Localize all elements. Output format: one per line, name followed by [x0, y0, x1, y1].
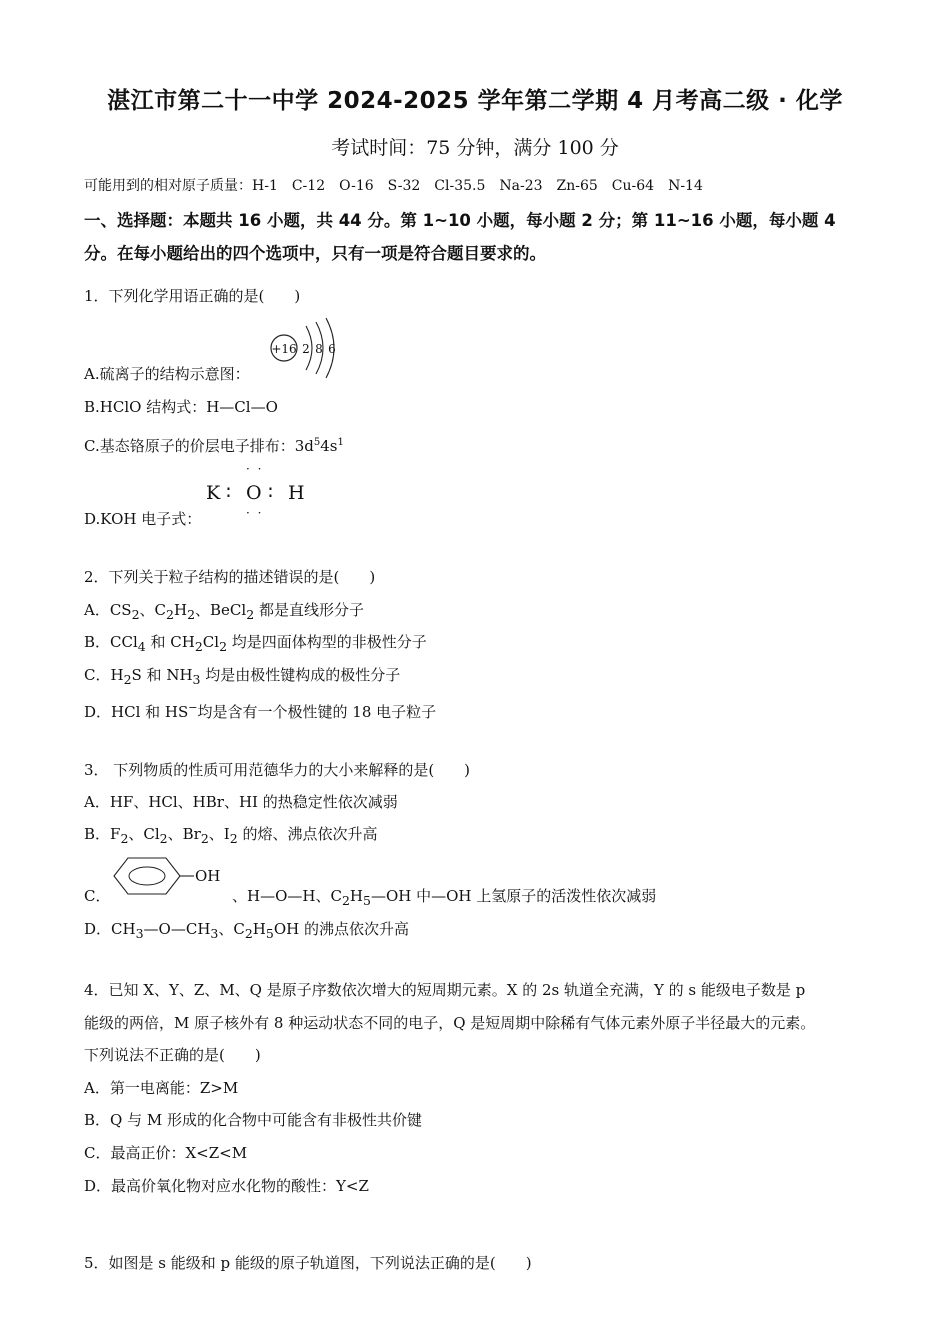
q4-option-d: D．最高价氧化物对应水化物的酸性：Y<Z: [84, 1177, 369, 1195]
q1-option-c: C.基态铬原子的价层电子排布：$3d^54s^1$: [84, 437, 344, 455]
q3-option-b: B．$F_2$、$Cl_2$、$Br_2$、$I_2$ 的熔、沸点依次升高: [84, 825, 378, 846]
q2-option-b: B．CCl$_4$ 和 $CH_2Cl_2$ 均是四面体构型的非极性分子: [84, 633, 427, 654]
dots-bottom: · ·: [246, 506, 264, 520]
q5-stem: 5．如图是 s 能级和 p 能级的原子轨道图，下列说法正确的是( ): [84, 1254, 532, 1272]
q4-option-c: C．最高正价：X<Z<M: [84, 1144, 248, 1162]
shell-count-2: 8: [315, 342, 323, 356]
q2-option-d: D．HCl 和 HS−均是含有一个极性键的 18 电子粒子: [84, 701, 437, 721]
koh-electron-formula: [206, 462, 316, 524]
q4-stem-line2: 能级的两倍，M 原子核外有 8 种运动状态不同的电子，Q 是短周期中除稀有气体元素外原子半径最大的元素。: [84, 1014, 816, 1032]
symbol-o: O: [246, 482, 262, 504]
q4-option-b: B．Q 与 M 形成的化合物中可能含有非极性共价键: [84, 1111, 422, 1129]
atomic-masses: 可能用到的相对原子质量：H-1 C-12 O-16 S-32 Cl-35.5 Na-23 Zn-65 Cu-64 N-14: [84, 178, 703, 194]
sulfur-ion-diagram: [262, 316, 352, 380]
colon-1: ∶: [226, 482, 231, 504]
nucleus-charge: +16: [271, 342, 297, 356]
q2-stem: 2．下列关于粒子结构的描述错误的是( ): [84, 568, 376, 586]
q1-option-b: B.HClO 结构式：H—Cl—O: [84, 398, 278, 416]
q3-option-c-label: C．: [84, 887, 111, 905]
dots-top: · ·: [246, 462, 264, 476]
section-instructions: 一、选择题：本题共 16 小题，共 44 分。第 1~10 小题，每小题 2 分；第 11~16 小题，每小题 4 分。在每小题给出的四个选项中，只有一项是符合题目要求的。: [84, 211, 836, 263]
q3-option-c: 、H—O—H、$C_2H_5—OH$ 中—OH 上氢原子的活泼性依次减弱: [232, 887, 657, 908]
q1-option-d: D.KOH 电子式：: [84, 510, 202, 528]
q4-stem-line3: 下列说法不正确的是( ): [84, 1046, 261, 1064]
exam-title: 湛江市第二十一中学 2024-2025 学年第二学期 4 月考高二级 · 化学: [107, 88, 843, 114]
oh-group: OH: [195, 867, 221, 885]
exam-subtitle: 考试时间：75 分钟，满分 100 分: [331, 137, 619, 159]
q3-stem: 3． 下列物质的性质可用范德华力的大小来解释的是( ): [84, 761, 471, 779]
benzene-inner-circle: [129, 867, 165, 885]
symbol-h: H: [288, 482, 305, 504]
q2-option-a: A．$CS_2$、$C_2H_2$、BeCl$_2$ 都是直线形分子: [84, 601, 364, 622]
phenol-structure: [108, 854, 228, 898]
q4-option-a: A．第一电离能：Z>M: [84, 1079, 239, 1097]
symbol-k: K: [206, 482, 221, 504]
q2-option-c: C．$H_2S$ 和 $NH_3$ 均是由极性键构成的极性分子: [84, 666, 401, 687]
q3-option-d: D．$CH_3—O—CH_3$、$C_2H_5OH$ 的沸点依次升高: [84, 920, 409, 941]
q3-option-a: A．HF、HCl、HBr、HI 的热稳定性依次减弱: [84, 793, 398, 811]
benzene-ring: [114, 858, 180, 894]
q1-stem: 1．下列化学用语正确的是( ): [84, 287, 301, 305]
colon-2: ∶: [268, 482, 273, 504]
shell-count-1: 2: [302, 342, 310, 356]
shell-count-3: 6: [328, 342, 336, 356]
q1-option-a: A.硫离子的结构示意图：: [84, 365, 250, 383]
q4-stem-line1: 4．已知 X、Y、Z、M、Q 是原子序数依次增大的短周期元素。X 的 2s 轨道全充满，Y 的 s 能级电子数是 p: [84, 981, 806, 999]
